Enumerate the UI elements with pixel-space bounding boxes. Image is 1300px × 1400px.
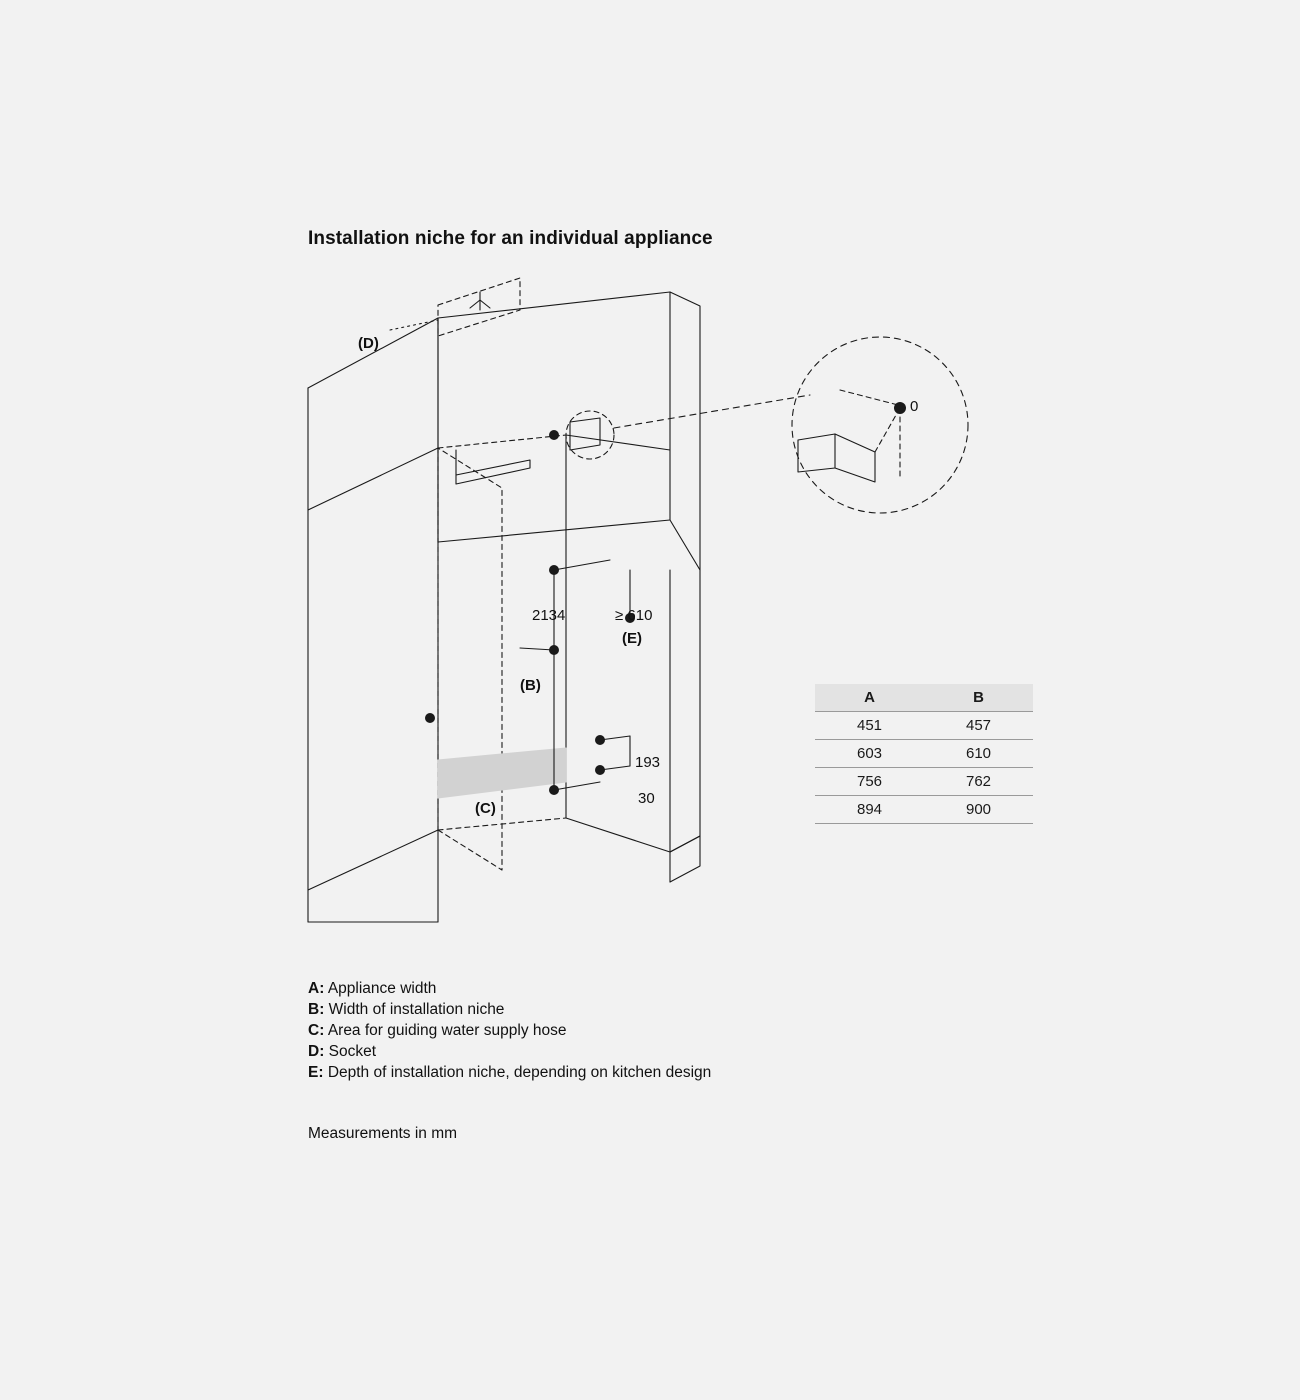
table-cell-b: 457 [924, 712, 1033, 740]
detail-zero-label: 0 [910, 398, 919, 415]
legend-item-e [308, 1062, 711, 1083]
legend-item-d [308, 1041, 711, 1062]
legend-text-c: Area for guiding water supply hose [327, 1022, 567, 1039]
legend-key-b: B: [308, 1001, 325, 1018]
measurements-note: Measurements in mm [308, 1125, 458, 1142]
dimension-depth-min: ≥ 610 [615, 607, 653, 624]
table-row [815, 796, 1033, 824]
legend-text-d: Socket [328, 1043, 377, 1060]
table-header-b: B [924, 684, 1033, 712]
legend-item-a [308, 978, 711, 999]
legend [308, 978, 711, 1083]
page-title: Installation niche for an individual appliance [308, 228, 713, 249]
table-cell-a: 603 [815, 740, 924, 768]
detail-svg [780, 330, 990, 520]
legend-text-e: Depth of installation niche, depending on kitchen design [327, 1064, 712, 1081]
callout-d: (D) [358, 335, 379, 352]
table-header-row [815, 684, 1033, 712]
table-cell-a: 756 [815, 768, 924, 796]
callout-b: (B) [520, 677, 541, 694]
table-cell-b: 610 [924, 740, 1033, 768]
legend-key-c: C: [308, 1022, 325, 1039]
table-row [815, 740, 1033, 768]
legend-item-b [308, 999, 711, 1020]
dimension-hose-area-offset: 30 [638, 790, 655, 807]
table-cell-a: 451 [815, 712, 924, 740]
legend-text-a: Appliance width [327, 980, 437, 997]
callout-e: (E) [622, 630, 642, 647]
dimension-height: 2134 [532, 607, 566, 624]
legend-text-b: Width of installation niche [328, 1001, 505, 1018]
legend-item-c [308, 1020, 711, 1041]
dimension-hose-area-height: 193 [635, 754, 661, 771]
table-cell-a: 894 [815, 796, 924, 824]
table-row [815, 768, 1033, 796]
detail-magnified-view [780, 330, 990, 520]
table-cell-b: 762 [924, 768, 1033, 796]
table-cell-b: 900 [924, 796, 1033, 824]
dimension-table [815, 684, 1033, 824]
dimension-dots [425, 430, 635, 795]
legend-key-a: A: [308, 980, 325, 997]
callout-c: (C) [475, 800, 496, 817]
legend-key-d: D: [308, 1043, 325, 1060]
table-header-a: A [815, 684, 924, 712]
legend-key-e: E: [308, 1064, 324, 1081]
table-row [815, 712, 1033, 740]
